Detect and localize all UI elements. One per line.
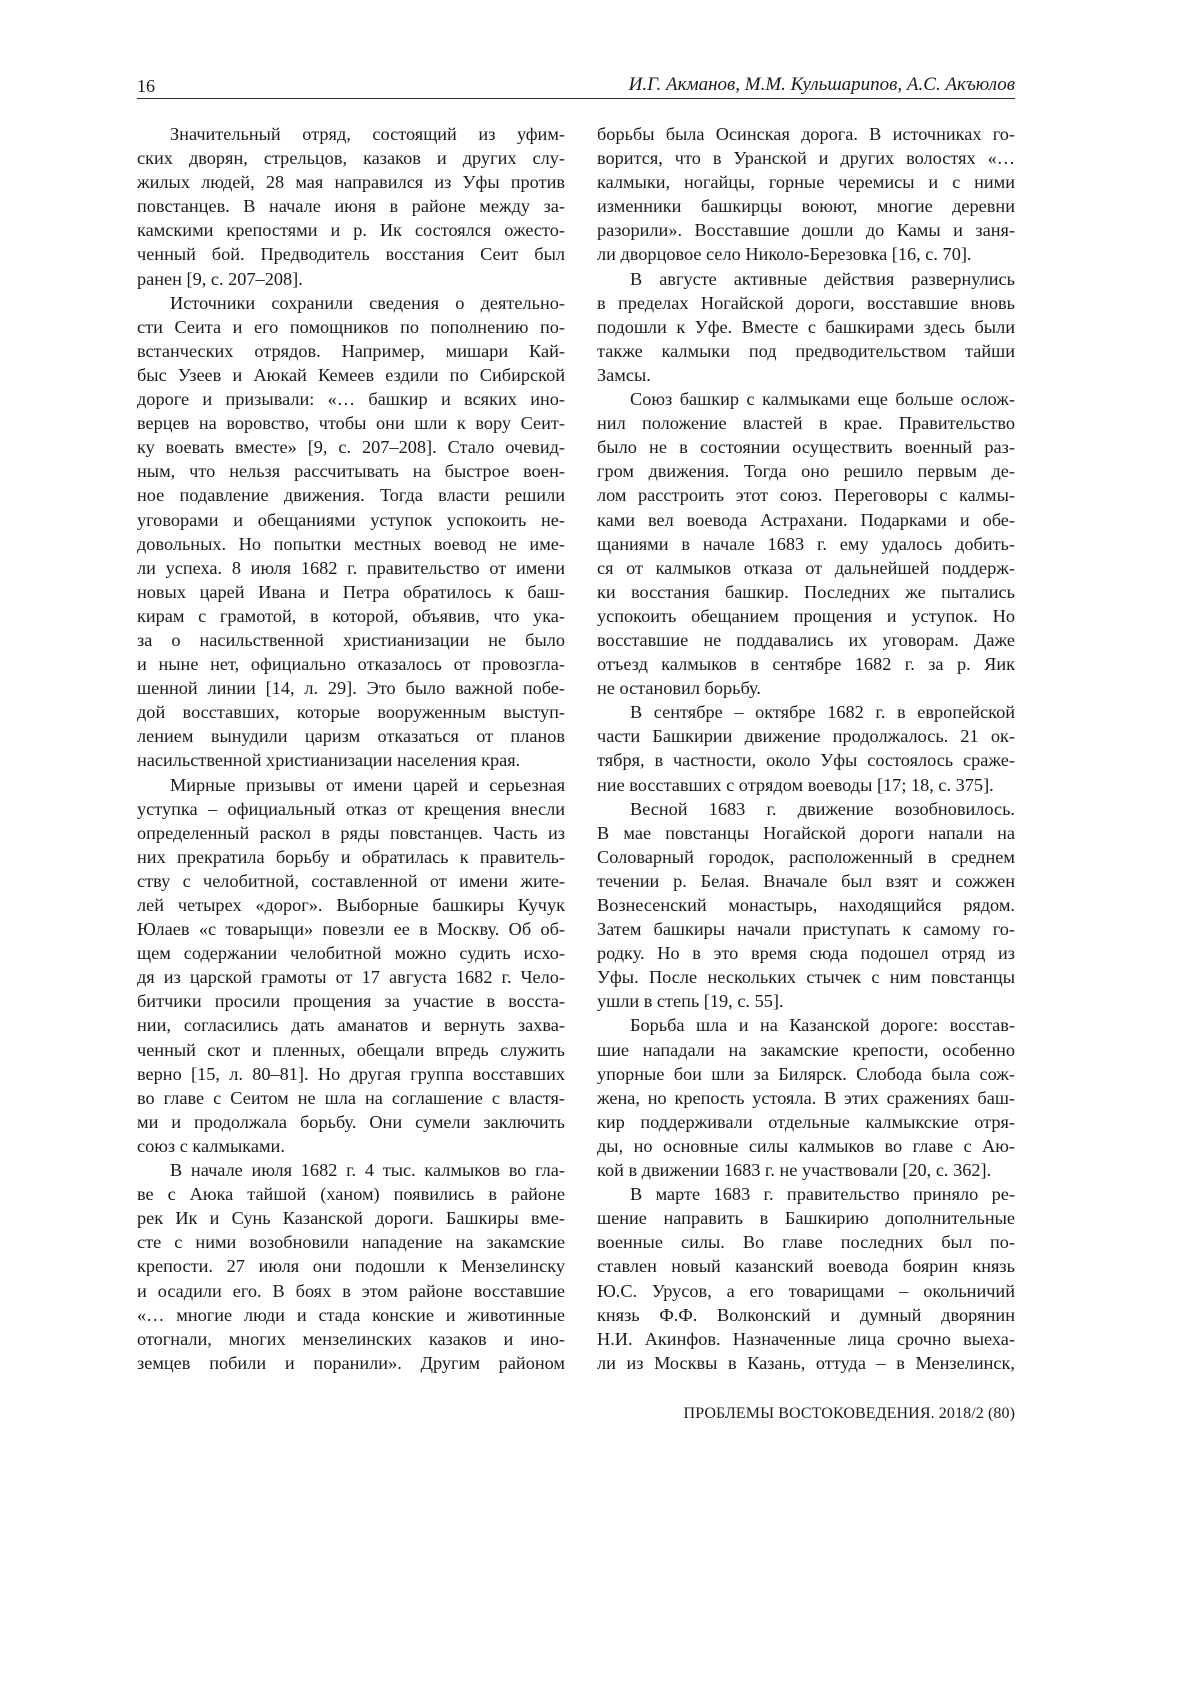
text-line: Юлаев «с товарыщи» повезли ее в Москву. Об об- <box>137 919 565 940</box>
text-line: битчики просили прощения за участие в восста- <box>137 991 565 1012</box>
text-line: течении р. Белая. Вначале был взят и сожжен <box>597 870 1015 891</box>
text-line: ние восставших с отрядом воеводы [17; 18, с. 375]. <box>597 774 994 795</box>
text-line: ми и продолжала борьбу. Они сумели заключить <box>137 1111 565 1132</box>
paragraph <box>137 291 565 773</box>
text-line: крепости. 27 июля они подошли к Мензелинску <box>137 1256 565 1277</box>
right-column <box>597 122 1015 1375</box>
text-line: шие нападали на закамские крепости, особенно <box>597 1039 1015 1060</box>
text-line: части Башкирии движение продолжалось. 21 ок- <box>597 726 1015 747</box>
paragraph <box>597 122 1015 267</box>
text-line: сте с ними возобновили нападение на закамские <box>137 1232 565 1253</box>
text-line: Борьба шла и на Казанской дороге: восстав- <box>630 1015 1015 1036</box>
running-header <box>137 74 1015 99</box>
text-line: Источники сохранили сведения о деятельно- <box>170 292 565 313</box>
text-line: уговорами и обещаниями уступок успокоить не- <box>137 509 565 530</box>
text-line: упорные бои шли за Билярск. Слобода была сож- <box>597 1063 1015 1084</box>
journal-footer: ПРОБЛЕМЫ ВОСТОКОВЕДЕНИЯ. 2018/2 (80) <box>683 1405 1015 1422</box>
text-line: В августе активные действия развернулись <box>630 268 1015 289</box>
text-line: шенной линии [14, л. 29]. Это было важной побе- <box>137 678 565 699</box>
text-line: дой восставших, которые вооруженным выступ- <box>137 702 565 723</box>
text-line: ве с Аюка тайшой (ханом) появились в районе <box>137 1184 565 1205</box>
text-line: жилых людей, 28 мая направился из Уфы против <box>137 172 565 193</box>
text-line: лением вынудили царизм отказаться от планов <box>137 726 565 747</box>
text-line: ских дворян, стрельцов, казаков и других слу- <box>137 148 565 169</box>
text-line: жена, но крепость устояла. В этих сражениях баш- <box>597 1087 1015 1108</box>
paragraph <box>137 122 565 291</box>
text-line: ставлен новый казанский воевода боярин князь <box>597 1256 1015 1277</box>
text-line: ворится, что в Уранской и других волостях «… <box>597 148 1015 169</box>
text-line: ству с челобитной, составленной от имени жите- <box>137 870 565 891</box>
text-line: было не в состоянии осуществить военный раз- <box>597 437 1015 458</box>
text-line: за о насильственной христианизации не было <box>137 629 565 650</box>
text-line: борьбы была Осинская дорога. В источниках го- <box>597 124 1015 144</box>
text-line: и осадили его. В боях в этом районе восставшие <box>137 1280 565 1301</box>
text-line: ли из Москвы в Казань, оттуда – в Мензелинск, <box>597 1352 1015 1373</box>
text-line: камскими крепостями и р. Ик состоялся ожесто- <box>137 220 565 241</box>
text-line: встанческих отрядов. Например, мишари Кай- <box>137 340 565 361</box>
text-line: быс Узеев и Аюкай Кемеев ездили по Сибирской <box>137 364 565 385</box>
text-line: насильственной христианизации населения края. <box>137 750 521 771</box>
text-line: ным, что нельзя рассчитывать на быстрое воен- <box>137 461 565 482</box>
paragraph <box>597 1013 1015 1182</box>
text-line: определенный раскол в ряды повстанцев. Часть из <box>137 822 565 843</box>
text-line: Уфы. После нескольких стычек с ним повстанцы <box>597 967 1015 988</box>
text-line: ку воевать вместе» [9, с. 207–208]. Стало очевид- <box>137 437 565 458</box>
text-line: нии, согласились дать аманатов и вернуть захва- <box>137 1015 565 1036</box>
text-line: лом расстроить этот союз. Переговоры с калмы- <box>597 485 1015 506</box>
text-line: лей четырех «дорог». Выборные башкиры Кучук <box>137 895 565 915</box>
text-line: щаниями в начале 1683 г. ему удалось добить- <box>597 533 1015 554</box>
text-line: союз с калмыками. <box>137 1135 285 1156</box>
text-line: Весной 1683 г. движение возобновилось. <box>630 798 1015 819</box>
text-line: Вознесенский монастырь, находящийся рядом. <box>597 895 1015 915</box>
text-line: них прекратила борьбу и обратилась к правитель- <box>137 846 565 867</box>
text-line: довольных. Но попытки местных воевод не име- <box>137 533 565 554</box>
text-line: успокоить обещанием прощения и уступок. Но <box>597 605 1015 626</box>
text-line: щем содержании челобитной можно судить исхо- <box>137 943 565 964</box>
text-line: повстанцев. В начале июня в районе между за- <box>137 196 565 217</box>
text-line: Н.И. Акинфов. Назначенные лица срочно выеха- <box>597 1328 1015 1349</box>
text-line: князь Ф.Ф. Волконский и думный дворянин <box>597 1304 1015 1325</box>
page-number: 16 <box>137 76 155 96</box>
paragraph <box>597 700 1015 796</box>
text-line: родку. Но в это время сюда подошел отряд из <box>597 943 1015 964</box>
text-line: Ю.С. Урусов, а его товарищами – окольничий <box>597 1280 1015 1301</box>
paragraph <box>597 797 1015 1014</box>
text-line: отогнали, многих мензелинских казаков и ино- <box>137 1328 565 1349</box>
text-line: ками вел воевода Астрахани. Подарками и обе- <box>597 509 1015 530</box>
text-line: сти Сеита и его помощников по пополнению по- <box>137 316 565 337</box>
text-line: отъезд калмыков в сентябре 1682 г. за р. Яик <box>597 654 1015 675</box>
text-line: во главе с Сеитом не шла на соглашение с властя- <box>137 1087 565 1108</box>
text-line: ченный скот и пленных, обещали впредь служить <box>137 1039 565 1060</box>
text-line: Соловарный городок, расположенный в среднем <box>597 846 1015 867</box>
text-line: ся от калмыков отказа от дальнейшей поддерж- <box>597 557 1015 578</box>
text-line: ды, но основные силы калмыков во главе с Аю- <box>597 1135 1015 1156</box>
text-line: восставшие не поддавались их уговорам. Даже <box>597 629 1015 650</box>
text-line: верно [15, л. 80–81]. Но другая группа восставших <box>137 1063 565 1084</box>
text-line: уступка – официальный отказ от крещения внесли <box>137 798 565 819</box>
text-line: в пределах Ногайской дороги, восставшие вновь <box>597 292 1015 313</box>
paragraph <box>597 1182 1015 1375</box>
text-line: калмыки, ногайцы, горные черемисы и с ними <box>597 172 1015 193</box>
text-line: В начале июля 1682 г. 4 тыс. калмыков во гла- <box>170 1160 565 1181</box>
text-line: «… многие люди и стада конские и животинные <box>137 1304 565 1325</box>
paragraph <box>137 773 565 1159</box>
text-line: ли дворцовое село Николо-Березовка [16, с. 70]. <box>597 244 972 265</box>
text-line: В мае повстанцы Ногайской дороги напали на <box>597 822 1015 843</box>
text-line: В сентябре – октябре 1682 г. в европейской <box>630 702 1015 723</box>
text-line: Замсы. <box>597 364 651 385</box>
text-line: и ныне нет, официально отказалось от провозгла- <box>137 654 565 675</box>
text-line: подошли к Уфе. Вместе с башкирами здесь были <box>597 316 1015 337</box>
text-line: ушли в степь [19, с. 55]. <box>597 991 784 1012</box>
text-line: кирам с грамотой, в которой, объявив, что ука- <box>137 605 565 626</box>
text-line: новых царей Ивана и Петра обратилось к баш- <box>137 581 565 602</box>
text-line: рек Ик и Сунь Казанской дороги. Башкиры вме- <box>137 1208 565 1229</box>
text-line: дя из царской грамоты от 17 августа 1682 г. Чело- <box>137 967 565 988</box>
text-line: ное подавление движения. Тогда власти решили <box>137 485 565 506</box>
text-line: Значительный отряд, состоящий из уфим- <box>170 124 565 144</box>
text-line: земцев побили и поранили». Другим районом <box>137 1352 565 1373</box>
text-line: военные силы. Во главе последних был по- <box>597 1232 1015 1253</box>
paragraph <box>597 387 1015 700</box>
text-line: тября, в частности, около Уфы состоялось сраже- <box>597 750 1015 771</box>
text-line: верцев на воровство, чтобы они шли к вору Сеит- <box>137 413 565 434</box>
text-line: Союз башкир с калмыками еще больше ослож- <box>630 389 1015 410</box>
text-line: разорили». Восставшие дошли до Камы и заня- <box>597 220 1015 241</box>
text-line: кой в движении 1683 г. не участвовали [20, с. 362]. <box>597 1160 992 1181</box>
text-line: нил положение властей в крае. Правительство <box>597 413 1015 434</box>
text-line: ранен [9, с. 207–208]. <box>137 268 303 289</box>
paragraph <box>137 1158 565 1375</box>
running-header-authors: И.Г. Акманов, М.М. Кульшарипов, А.С. Акъюлов <box>628 74 1015 95</box>
text-line: не остановил борьбу. <box>597 678 761 699</box>
text-line: ченный бой. Предводитель восстания Сеит был <box>137 244 565 265</box>
text-line: кир поддерживали отдельные калмыкские отря- <box>597 1111 1015 1132</box>
left-column <box>137 122 565 1375</box>
text-line: В марте 1683 г. правительство приняло ре- <box>630 1184 1015 1205</box>
text-line: ли успеха. 8 июля 1682 г. правительство от имени <box>137 557 565 578</box>
text-line: Затем башкиры начали приступать к самому го- <box>597 919 1015 940</box>
text-line: шение направить в Башкирию дополнительные <box>597 1208 1015 1229</box>
text-line: Мирные призывы от имени царей и серьезная <box>170 774 565 795</box>
text-line: ки восстания башкир. Последних же пытались <box>597 581 1015 602</box>
text-line: гром движения. Тогда оно решило первым де- <box>597 461 1015 482</box>
paragraph <box>597 267 1015 387</box>
text-line: изменники башкирцы воюют, многие деревни <box>597 196 1015 217</box>
text-line: также калмыки под предводительством тайши <box>597 340 1015 361</box>
text-line: дороге и призывали: «… башкир и всяких ино- <box>137 389 565 410</box>
